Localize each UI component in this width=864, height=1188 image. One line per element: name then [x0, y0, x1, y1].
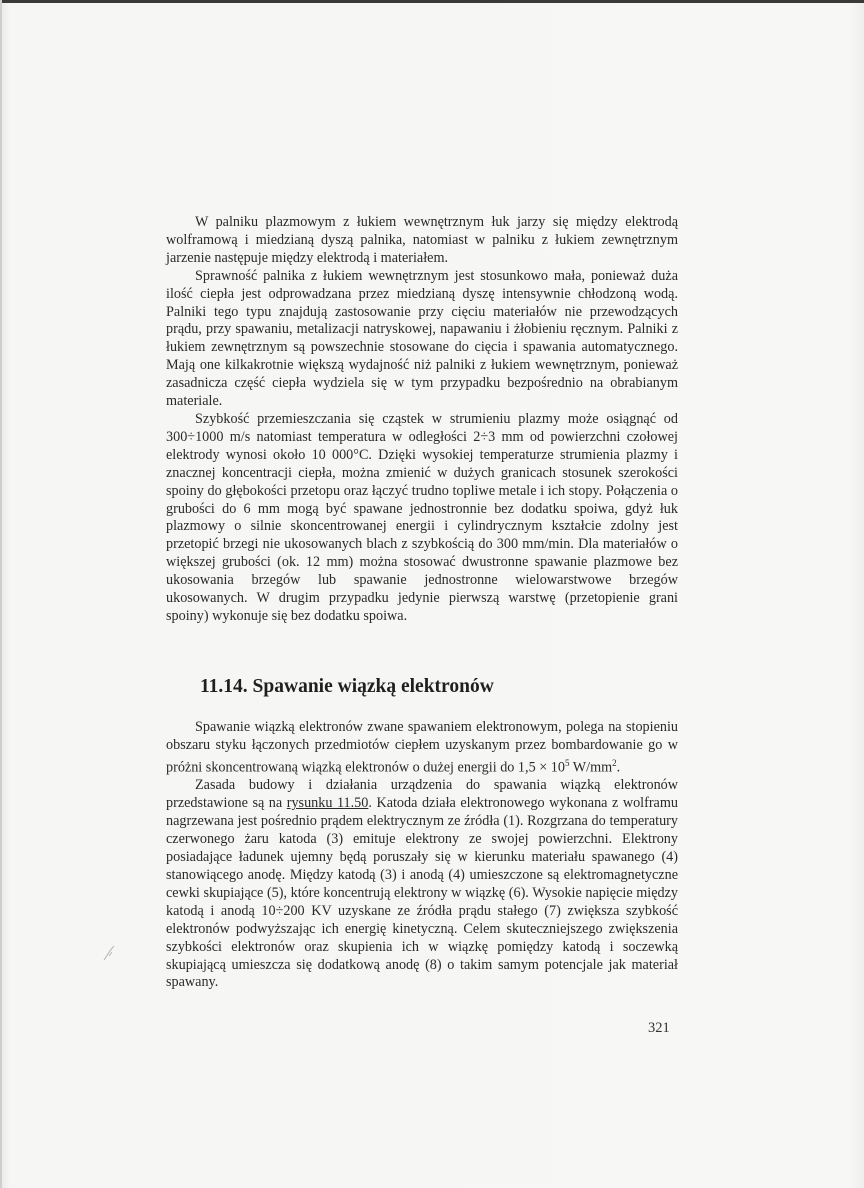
paragraph-5: [166, 777, 678, 992]
section-plasma-text: [166, 214, 678, 626]
paragraph-4-text: Spawanie wiązką elektronów zwane spawaniem elektronowym, polega na stopieniu obszaru styku łączonych przedmiotów ciepłem uzyskanym przez bombardowanie go w próżni skoncentrowaną wiązką elektronów o dużej energii do 1,5 × 10: [166, 719, 678, 776]
paragraph-4-end: .: [616, 759, 621, 776]
scan-top-edge: [0, 0, 864, 3]
exponent-2: 2: [612, 757, 617, 768]
pencil-mark-icon: [100, 944, 120, 966]
section-heading: 11.14. Spawanie wiązką elektronów: [200, 676, 494, 697]
paragraph-4: [166, 719, 678, 777]
figure-reference-link[interactable]: rysunku 11.50: [286, 795, 369, 812]
paragraph-2: Sprawność palnika z łukiem wewnętrznym jest stosunkowo mała, ponieważ duża ilość ciepła jest odprowadzana przez miedzianą dyszę intensywnie chłodzoną wodą. Palniki tego typu znajdują zastosowanie przy cięciu materiałów nie przewodzących prądu, przy spawaniu, metalizacji natryskowej, napawaniu i żłobieniu ręcznym. Palniki z łukiem zewnętrznym są powszechnie stosowane do cięcia i spawania automatycznego. Mają one kilkakrotnie większą wydajność niż palniki z łukiem wewnętrznym, ponieważ zasadnicza część ciepła wydziela się w tym przypadku bezpośrednio na obrabianym materiale.: [166, 267, 678, 410]
exponent-5: 5: [564, 757, 570, 768]
unit-text: W/mm: [569, 759, 613, 776]
paragraph-5-rest: . Katoda działa elektronowego wykonana z wolframu nagrzewana jest pośrednio prądem elektrycznym ze źródła (1). Rozgrzana do temperatury czerwonego żaru katoda (3) emituje elektrony ze swojej powierzchni. Elektrony posiadające ładunek ujemny będą poruszały się w kierunku materiału spawanego (4) stanowiącego anodę. Między katodą (3) i anodą (4) umieszczone są elektromagnetyczne cewki skupiające (5), które koncentrują elektrony w wiązkę (6). Wysokie napięcie między katodą i anodą 10÷200 KV uzyskane ze źródła prądu stałego (7) zwiększa szybkość elektronów podwyższając ich energię kinetyczną. Celem skuteczniejszego zwiększenia szybkości elektronów oraz skupienia ich w wiązkę pomiędzy katodą i soczewką skupiającą umieszcza się dodatkową anodę (8) o takim samym potencjale jak materiał spawany.: [166, 795, 678, 991]
paragraph-5-start: Zasada budowy i działania urządzenia do spawania wiązką elektronów przedstawione są na: [166, 777, 678, 812]
paragraph-3: Szybkość przemieszczania się cząstek w strumieniu plazmy może osiągnąć od 300÷1000 m/s natomiast temperatura w odległości 2÷3 mm od powierzchni czołowej elektrody wynosi około 10 000°C. Dzięki wysokiej temperaturze strumienia plazmy i znacznej koncentracji ciepła, można zmienić w dużych granicach stosunek szerokości spoiny do głębokości przetopu oraz łączyć trudno topliwe metale i ich stopy. Połączenia o grubości do 6 mm mogą być spawane jednostronnie bez dodatku spoiwa, gdyż łuk plazmowy o silnie skoncentrowanej energii i cylindrycznym kształcie zdolny jest przetopić brzegi nie ukosowanych blach z szybkością do 300 mm/min. Dla materiałów o większej grubości (ok. 12 mm) można stosować dwustronne spawanie plazmowe bez ukosowania brzegów lub spawanie jednostronne wielowarstwowe brzegów ukosowanych. W drugim przypadku jedynie pierwszą warstwę (przetopienie grani spoiny) wykonuje się bez dodatku spoiwa.: [166, 410, 678, 624]
section-electron-beam-text: [166, 719, 678, 992]
paragraph-1: W palniku plazmowym z łukiem wewnętrznym łuk jarzy się między elektrodą wolframową i miedzianą dyszą palnika, natomiast w palniku z łukiem zewnętrznym jarzenie następuje między elektrodą i materiałem.: [166, 214, 678, 266]
scan-left-edge: [0, 0, 2, 1188]
page-number: 321: [648, 1020, 670, 1036]
